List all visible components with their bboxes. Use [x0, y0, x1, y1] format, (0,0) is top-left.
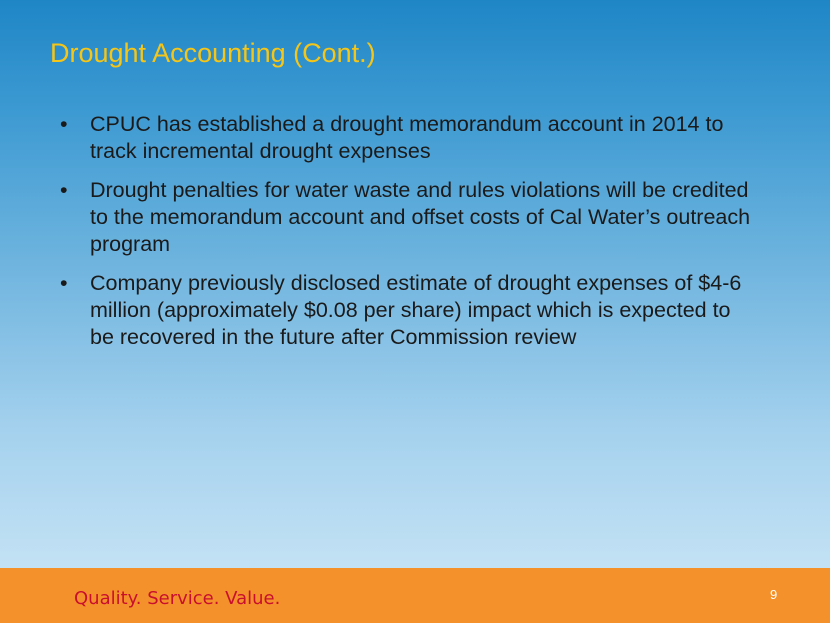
- bullet-text: Company previously disclosed estimate of drought expenses of $4-6 million (approximately $0.08 per share) impact which is expected to be recovered in the future after Commission review: [90, 271, 742, 349]
- bullet-item: [58, 177, 758, 258]
- bullet-item: [58, 111, 758, 165]
- bullet-marker: •: [60, 112, 68, 136]
- bullet-text: CPUC has established a drought memorandum account in 2014 to track incremental drought expenses: [90, 112, 724, 163]
- bullet-list: [58, 111, 758, 363]
- page-number: 9: [770, 587, 778, 602]
- bullet-marker: •: [60, 271, 68, 295]
- bullet-item: [58, 270, 758, 351]
- slide-title: Drought Accounting (Cont.): [50, 38, 376, 68]
- bullet-marker: •: [60, 178, 68, 202]
- footer-tagline: Quality. Service. Value.: [74, 588, 281, 609]
- bullet-text: Drought penalties for water waste and rules violations will be credited to the memorandum account and offset costs of Cal Water’s outreach program: [90, 178, 751, 256]
- footer-bar: [0, 568, 830, 623]
